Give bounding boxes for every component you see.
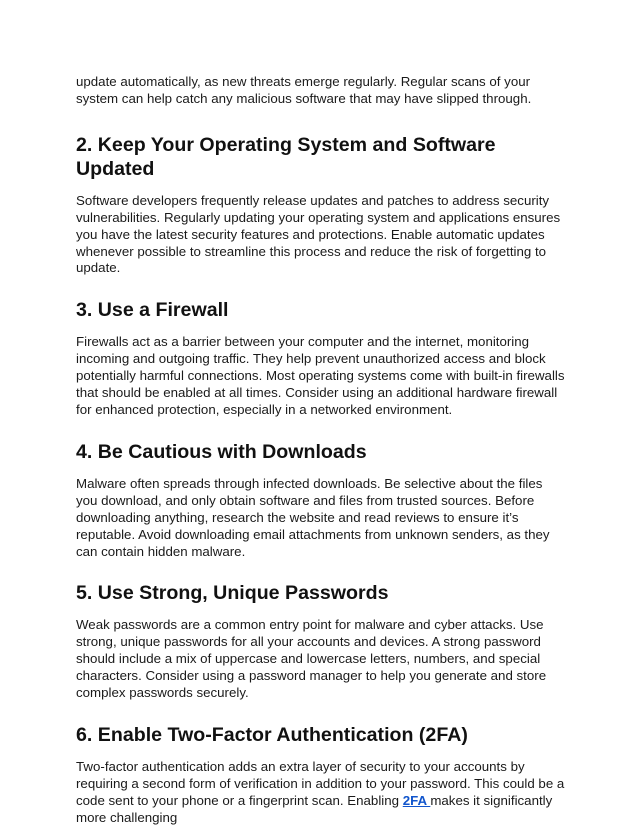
section-paragraph bbox=[76, 759, 566, 827]
section-paragraph: Malware often spreads through infected downloads. Be selective about the files you download, and only obtain software and files from trusted sources. Before downloading anything, research the website and read reviews to ensure it’s reputable. Avoid downloading email attachments from unknown senders, as they can contain hidden malware. bbox=[76, 475, 550, 559]
section-paragraph: Firewalls act as a barrier between your computer and the internet, monitoring incoming and outgoing traffic. They help prevent unauthorized access and block potentially harmful connections. Most operating systems come with built-in firewalls that should be enabled at all times. Consider using an additional hardware firewall for enhanced protection, especially in a networked environment. bbox=[76, 334, 565, 417]
section-paragraph: Weak passwords are a common entry point for malware and cyber attacks. Use strong, unique passwords for all your accounts and devices. A strong password should include a mix of uppercase and lowercase letters, numbers, and special characters. Consider using a password manager to help you generate and store complex passwords securely. bbox=[76, 617, 547, 701]
section-update-software bbox=[76, 133, 566, 278]
section-heading: 2. Keep Your Operating System and Software Updated bbox=[76, 133, 496, 180]
section-2fa bbox=[76, 723, 566, 827]
paragraph-text-before-link: Two-factor authentication adds an extra layer of security to your accounts by requiring a second form of verification in addition to your password. This could be a code sent to your phone or a fingerprint scan. Enabling bbox=[76, 758, 565, 808]
section-firewall bbox=[76, 298, 566, 419]
document-content bbox=[76, 74, 566, 827]
paragraph-text-after-link: makes it significantly more challenging bbox=[76, 792, 553, 825]
section-heading: 5. Use Strong, Unique Passwords bbox=[76, 582, 389, 605]
section-passwords bbox=[76, 581, 566, 702]
section-heading: 4. Be Cautious with Downloads bbox=[76, 440, 367, 463]
2fa-link[interactable]: 2FA bbox=[402, 792, 431, 808]
intro-paragraph: update automatically, as new threats emerge regularly. Regular scans of your system can help catch any malicious software that may have slipped through. bbox=[76, 74, 532, 106]
section-heading: 6. Enable Two-Factor Authentication (2FA) bbox=[76, 723, 468, 746]
section-paragraph: Software developers frequently release updates and patches to address security vulnerabilities. Regularly updating your operating system and applications ensures you have the latest security features and protections. Enable automatic updates whenever possible to streamline this process and reduce the risk of forgetting to update. bbox=[76, 192, 561, 276]
section-downloads bbox=[76, 440, 566, 561]
section-heading: 3. Use a Firewall bbox=[76, 299, 229, 322]
